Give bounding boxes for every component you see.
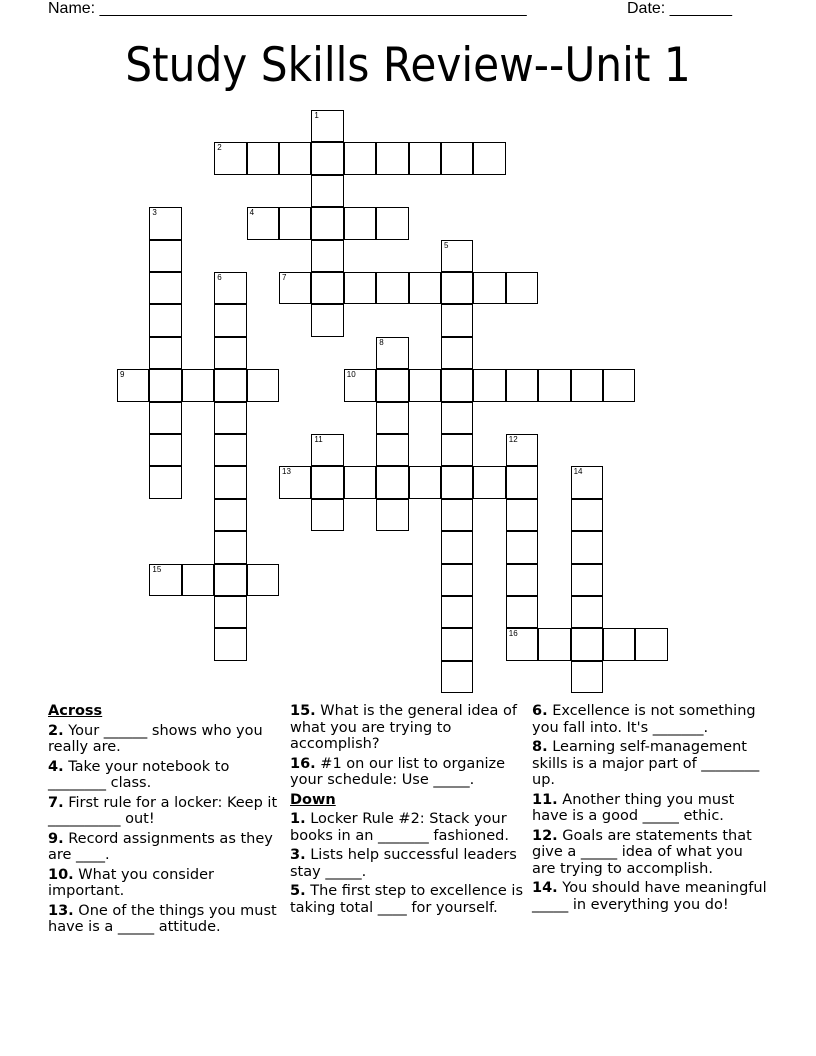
grid-cell[interactable] bbox=[571, 661, 603, 693]
clue-text: You should have meaningful _____ in everything you do! bbox=[532, 880, 767, 913]
clue bbox=[48, 723, 283, 756]
name-field[interactable]: Name: ________________________________________________ bbox=[48, 0, 527, 17]
grid-cell[interactable] bbox=[149, 304, 181, 336]
clue bbox=[48, 831, 283, 864]
grid-cell[interactable] bbox=[311, 272, 343, 304]
grid-cell[interactable] bbox=[506, 596, 538, 628]
grid-cell[interactable] bbox=[344, 272, 376, 304]
clue-number-label: 1 bbox=[314, 111, 319, 120]
clue bbox=[532, 880, 767, 913]
clue bbox=[290, 811, 525, 844]
clue bbox=[290, 703, 525, 753]
grid-cell[interactable] bbox=[376, 337, 408, 369]
clue-text: What you consider important. bbox=[48, 866, 214, 899]
clue-text: Your ______ shows who you really are. bbox=[48, 722, 263, 755]
grid-cell[interactable] bbox=[344, 207, 376, 239]
grid-cell[interactable] bbox=[247, 369, 279, 401]
clue-number: 13. bbox=[48, 902, 74, 919]
grid-cell[interactable] bbox=[571, 369, 603, 401]
grid-cell[interactable] bbox=[571, 596, 603, 628]
clue-text: One of the things you must have is a _____ attitude. bbox=[48, 902, 277, 935]
clue bbox=[290, 847, 525, 880]
grid-cell[interactable] bbox=[214, 531, 246, 563]
grid-cell[interactable] bbox=[571, 628, 603, 660]
clue-text: Excellence is not something you fall into. It's _______. bbox=[532, 703, 756, 736]
grid-cell[interactable] bbox=[214, 304, 246, 336]
grid-cell[interactable] bbox=[376, 466, 408, 498]
grid-cell[interactable] bbox=[506, 628, 538, 660]
grid-cell[interactable] bbox=[473, 369, 505, 401]
grid-cell[interactable] bbox=[441, 531, 473, 563]
clue bbox=[290, 883, 525, 916]
grid-cell[interactable] bbox=[376, 272, 408, 304]
grid-cell[interactable] bbox=[473, 272, 505, 304]
grid-cell[interactable] bbox=[344, 466, 376, 498]
grid-cell[interactable] bbox=[149, 369, 181, 401]
grid-cell[interactable] bbox=[182, 369, 214, 401]
clue-text: First rule for a locker: Keep it __________ out! bbox=[48, 794, 278, 827]
grid-cell[interactable] bbox=[247, 142, 279, 174]
grid-cell[interactable] bbox=[311, 466, 343, 498]
clue-number-label: 14 bbox=[573, 467, 583, 477]
grid-cell[interactable] bbox=[538, 628, 570, 660]
clue bbox=[48, 903, 283, 936]
grid-cell[interactable] bbox=[182, 564, 214, 596]
clue-number-label: 12 bbox=[508, 435, 518, 444]
grid-cell[interactable] bbox=[279, 466, 311, 498]
grid-cell[interactable] bbox=[214, 272, 246, 304]
grid-cell[interactable] bbox=[506, 499, 538, 531]
grid-cell[interactable] bbox=[214, 564, 246, 596]
grid-cell[interactable] bbox=[376, 207, 408, 239]
grid-cell[interactable] bbox=[473, 466, 505, 498]
grid-cell[interactable] bbox=[149, 564, 181, 596]
date-field[interactable]: Date: _______ bbox=[627, 0, 732, 17]
grid-cell[interactable] bbox=[441, 142, 473, 174]
grid-cell[interactable] bbox=[506, 564, 538, 596]
grid-cell[interactable] bbox=[376, 434, 408, 466]
grid-cell[interactable] bbox=[376, 499, 408, 531]
grid-cell[interactable] bbox=[214, 369, 246, 401]
grid-cell[interactable] bbox=[441, 434, 473, 466]
grid-cell[interactable] bbox=[506, 369, 538, 401]
clue-number-label: 13 bbox=[282, 467, 291, 477]
grid-cell[interactable] bbox=[441, 564, 473, 596]
grid-cell[interactable] bbox=[311, 240, 343, 272]
grid-cell[interactable] bbox=[117, 369, 149, 401]
grid-cell[interactable] bbox=[441, 466, 473, 498]
grid-cell[interactable] bbox=[376, 402, 408, 434]
grid-cell[interactable] bbox=[506, 466, 538, 498]
clue-text: What is the general idea of what you are trying to accomplish? bbox=[290, 703, 517, 752]
clue-text: Goals are statements that give a _____ idea of what you are trying to accomplish. bbox=[532, 827, 752, 877]
grid-cell[interactable] bbox=[506, 434, 538, 466]
grid-cell[interactable] bbox=[571, 499, 603, 531]
grid-cell[interactable] bbox=[376, 142, 408, 174]
grid-cell[interactable] bbox=[149, 337, 181, 369]
grid-cell[interactable] bbox=[311, 434, 343, 466]
grid-cell[interactable] bbox=[538, 369, 570, 401]
clue bbox=[48, 795, 283, 828]
clue-number: 7. bbox=[48, 794, 64, 811]
clue-text: #1 on our list to organize your schedule: Use _____. bbox=[290, 755, 506, 788]
grid-cell[interactable] bbox=[247, 564, 279, 596]
grid-cell[interactable] bbox=[311, 304, 343, 336]
clue-text: Lists help successful leaders stay _____. bbox=[290, 847, 517, 880]
clue-number-label: 4 bbox=[249, 208, 255, 218]
grid-cell[interactable] bbox=[603, 628, 635, 660]
grid-cell[interactable] bbox=[311, 207, 343, 239]
clue-number-label: 9 bbox=[120, 370, 125, 380]
clue-number: 3. bbox=[290, 847, 306, 863]
down-heading: Down bbox=[290, 791, 336, 808]
grid-cell[interactable] bbox=[311, 175, 343, 207]
clue-number-label: 8 bbox=[379, 337, 384, 347]
grid-cell[interactable] bbox=[149, 434, 181, 466]
across-heading: Across bbox=[48, 703, 103, 719]
grid-cell[interactable] bbox=[247, 207, 279, 239]
grid-cell[interactable] bbox=[376, 369, 408, 401]
clue-number: 11. bbox=[532, 791, 558, 808]
grid-cell[interactable] bbox=[441, 499, 473, 531]
grid-cell[interactable] bbox=[149, 272, 181, 304]
grid-cell[interactable] bbox=[571, 531, 603, 563]
clue-number: 16. bbox=[290, 755, 316, 772]
grid-cell[interactable] bbox=[441, 369, 473, 401]
clue-number: 15. bbox=[290, 703, 316, 719]
clue-number: 9. bbox=[48, 830, 64, 847]
clue-number: 10. bbox=[48, 866, 74, 883]
grid-cell[interactable] bbox=[214, 434, 246, 466]
clue-text: Take your notebook to ________ class. bbox=[48, 758, 230, 791]
clue bbox=[532, 739, 767, 789]
grid-cell[interactable] bbox=[279, 142, 311, 174]
grid-cell[interactable] bbox=[441, 596, 473, 628]
grid-cell[interactable] bbox=[311, 142, 343, 174]
grid-cell[interactable] bbox=[214, 628, 246, 660]
clue-number: 14. bbox=[532, 880, 558, 896]
grid-cell[interactable] bbox=[441, 628, 473, 660]
clue-number-label: 16 bbox=[508, 629, 518, 639]
clues-column-2 bbox=[290, 703, 525, 919]
clue bbox=[290, 756, 525, 789]
clue-number: 5. bbox=[290, 883, 306, 899]
grid-cell[interactable] bbox=[214, 337, 246, 369]
clue-number: 4. bbox=[48, 758, 64, 775]
clues-column-1 bbox=[48, 703, 283, 939]
grid-cell[interactable] bbox=[571, 564, 603, 596]
grid-cell[interactable] bbox=[441, 402, 473, 434]
grid-cell[interactable] bbox=[149, 466, 181, 498]
grid-cell[interactable] bbox=[214, 596, 246, 628]
grid-cell[interactable] bbox=[635, 628, 667, 660]
clue bbox=[48, 759, 283, 792]
grid-cell[interactable] bbox=[149, 207, 181, 239]
grid-cell[interactable] bbox=[506, 531, 538, 563]
clue-number-label: 15 bbox=[152, 564, 162, 574]
grid-cell[interactable] bbox=[344, 142, 376, 174]
grid-cell[interactable] bbox=[473, 142, 505, 174]
grid-cell[interactable] bbox=[279, 207, 311, 239]
clue-number: 6. bbox=[532, 703, 548, 719]
clue-number: 8. bbox=[532, 739, 548, 755]
grid-cell[interactable] bbox=[441, 337, 473, 369]
clue-number: 2. bbox=[48, 722, 64, 739]
clue bbox=[532, 703, 767, 736]
grid-cell[interactable] bbox=[409, 466, 441, 498]
grid-cell[interactable] bbox=[149, 402, 181, 434]
grid-cell[interactable] bbox=[311, 499, 343, 531]
grid-cell[interactable] bbox=[214, 402, 246, 434]
grid-cell[interactable] bbox=[506, 272, 538, 304]
grid-cell[interactable] bbox=[409, 272, 441, 304]
clue bbox=[532, 792, 767, 825]
grid-cell[interactable] bbox=[603, 369, 635, 401]
clue-text: Another thing you must have is a good _____ ethic. bbox=[532, 791, 735, 824]
clue-text: The first step to excellence is taking total ____ for yourself. bbox=[290, 883, 524, 916]
clue-number: 12. bbox=[532, 827, 558, 844]
clue-number-label: 5 bbox=[444, 240, 449, 250]
clue-number-label: 7 bbox=[282, 273, 287, 282]
clue-number-label: 10 bbox=[346, 370, 356, 380]
clues-column-3 bbox=[532, 703, 767, 916]
clue-number-label: 11 bbox=[314, 435, 323, 444]
clue-number-label: 6 bbox=[217, 273, 222, 282]
clue-number-label: 2 bbox=[217, 143, 222, 153]
grid-cell[interactable] bbox=[441, 240, 473, 272]
grid-cell[interactable] bbox=[409, 369, 441, 401]
grid-cell[interactable] bbox=[344, 369, 376, 401]
grid-cell[interactable] bbox=[149, 240, 181, 272]
grid-cell[interactable] bbox=[214, 499, 246, 531]
grid-cell[interactable] bbox=[214, 142, 246, 174]
grid-cell[interactable] bbox=[409, 142, 441, 174]
clue-text: Learning self-management skills is a major part of ________ up. bbox=[532, 739, 760, 788]
clue bbox=[532, 828, 767, 878]
clue-text: Record assignments as they are ____. bbox=[48, 830, 273, 863]
grid-cell[interactable] bbox=[441, 661, 473, 693]
grid-cell[interactable] bbox=[441, 272, 473, 304]
grid-cell[interactable] bbox=[214, 466, 246, 498]
page-title: Study Skills Review--Unit 1 bbox=[125, 38, 691, 93]
grid-cell[interactable] bbox=[279, 272, 311, 304]
grid-cell[interactable] bbox=[441, 304, 473, 336]
grid-cell[interactable] bbox=[571, 466, 603, 498]
clue-text: Locker Rule #2: Stack your books in an _______ fashioned. bbox=[290, 811, 509, 844]
grid-cell[interactable] bbox=[311, 110, 343, 142]
clue-number: 1. bbox=[290, 811, 306, 827]
clue bbox=[48, 867, 283, 900]
clue-number-label: 3 bbox=[152, 208, 157, 218]
